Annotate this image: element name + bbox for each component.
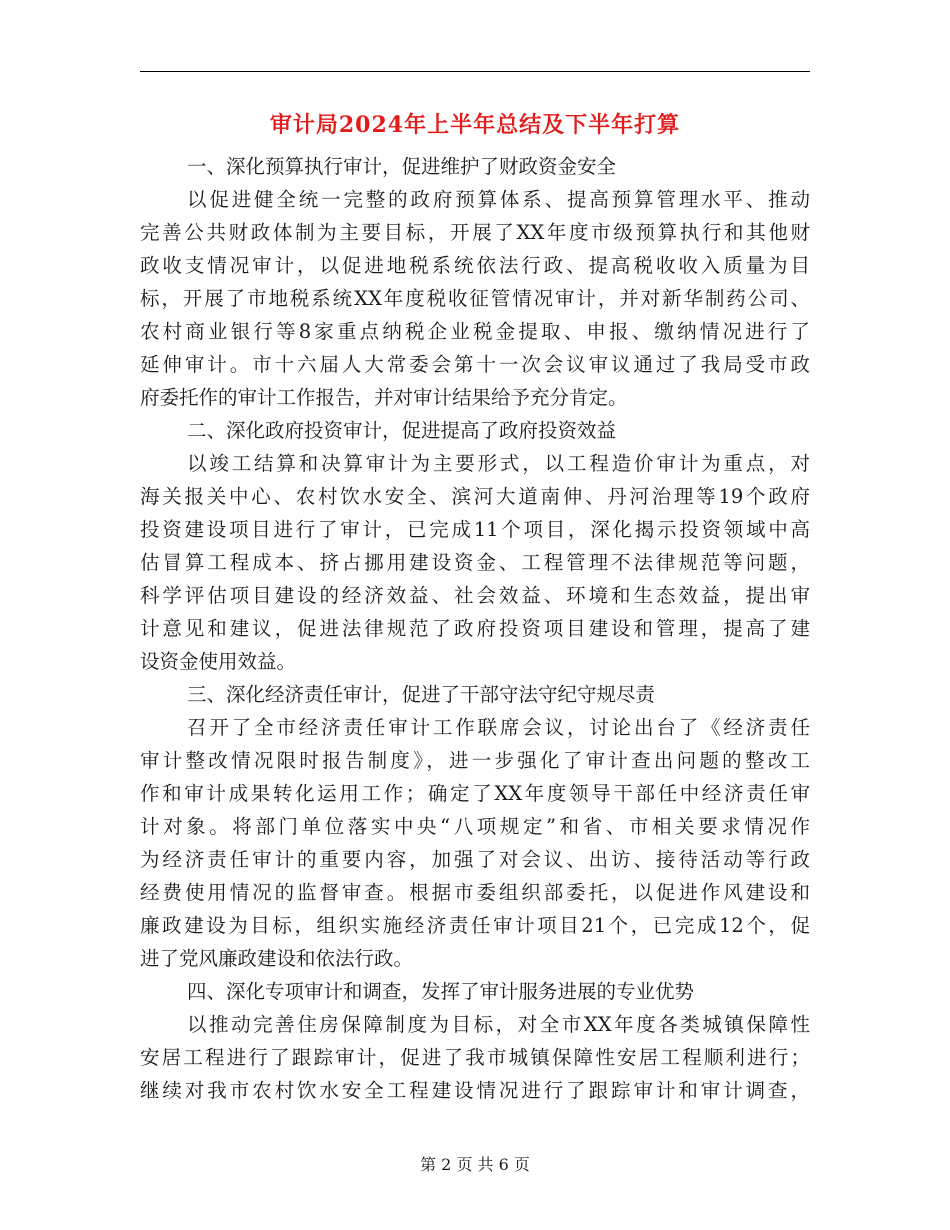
paragraph-line: 计对象。将部门单位落实中央“八项规定”和省、市相关要求情况作: [140, 815, 810, 838]
page-footer: 第 2 页 共 6 页: [420, 1155, 530, 1174]
paragraph-line: 农村商业银行等8家重点纳税企业税金提取、申报、缴纳情况进行了: [140, 320, 810, 343]
paragraph-line: 廉政建设为目标，组织实施经济责任审计项目21个，已完成12个，促: [140, 914, 810, 937]
paragraph-line: 以推动完善住房保障制度为目标，对全市XX年度各类城镇保障性: [187, 1013, 810, 1036]
paragraph-line: 计意见和建议，促进法律规范了政府投资项目建设和管理，提高了建: [140, 617, 810, 640]
section-heading: 一、深化预算执行审计，促进维护了财政资金安全: [187, 155, 617, 178]
paragraph-line: 延伸审计。市十六届人大常委会第十一次会议审议通过了我局受市政: [140, 353, 810, 376]
paragraph-line: 政收支情况审计，以促进地税系统依法行政、提高税收收入质量为目: [140, 254, 810, 277]
paragraph-line: 作和审计成果转化运用工作；确定了XX年度领导干部任中经济责任审: [140, 782, 810, 805]
paragraph-line: 继续对我市农村饮水安全工程建设情况进行了跟踪审计和审计调查，: [140, 1079, 810, 1102]
paragraph-line: 审计整改情况限时报告制度》，进一步强化了审计查出问题的整改工: [140, 749, 810, 772]
paragraph-line: 估冒算工程成本、挤占挪用建设资金、工程管理不法律规范等问题，: [140, 551, 810, 574]
paragraph-line: 投资建设项目进行了审计，已完成11个项目，深化揭示投资领域中高: [140, 518, 810, 541]
section-heading: 四、深化专项审计和调查，发挥了审计服务进展的专业优势: [187, 980, 695, 1003]
paragraph-line: 完善公共财政体制为主要目标，开展了XX年度市级预算执行和其他财: [140, 221, 810, 244]
section-heading: 二、深化政府投资审计，促进提高了政府投资效益: [187, 419, 617, 442]
paragraph-line: 进了党风廉政建设和依法行政。: [140, 947, 414, 970]
document-body: [140, 150, 810, 1107]
header-rule: [140, 71, 810, 72]
paragraph-line: 召开了全市经济责任审计工作联席会议，讨论出台了《经济责任: [187, 716, 810, 739]
paragraph-line: 经费使用情况的监督审查。根据市委组织部委托，以促进作风建设和: [140, 881, 810, 904]
paragraph-line: 为经济责任审计的重要内容，加强了对会议、出访、接待活动等行政: [140, 848, 810, 871]
document-title: 审计局2024年上半年总结及下半年打算: [269, 112, 681, 138]
section-heading: 三、深化经济责任审计，促进了干部守法守纪守规尽责: [187, 683, 656, 706]
paragraph-line: 标，开展了市地税系统XX年度税收征管情况审计，并对新华制药公司、: [140, 287, 810, 310]
paragraph-line: 以竣工结算和决算审计为主要形式，以工程造价审计为重点，对: [187, 452, 810, 475]
paragraph-line: 海关报关中心、农村饮水安全、滨河大道南伸、丹河治理等19个政府: [140, 485, 810, 508]
paragraph-line: 科学评估项目建设的经济效益、社会效益、环境和生态效益，提出审: [140, 584, 810, 607]
paragraph-line: 安居工程进行了跟踪审计，促进了我市城镇保障性安居工程顺利进行；: [140, 1046, 810, 1069]
paragraph-line: 设资金使用效益。: [140, 650, 297, 673]
paragraph-line: 府委托作的审计工作报告，并对审计结果给予充分肯定。: [140, 386, 628, 409]
paragraph-line: 以促进健全统一完整的政府预算体系、提高预算管理水平、推动: [187, 188, 810, 211]
